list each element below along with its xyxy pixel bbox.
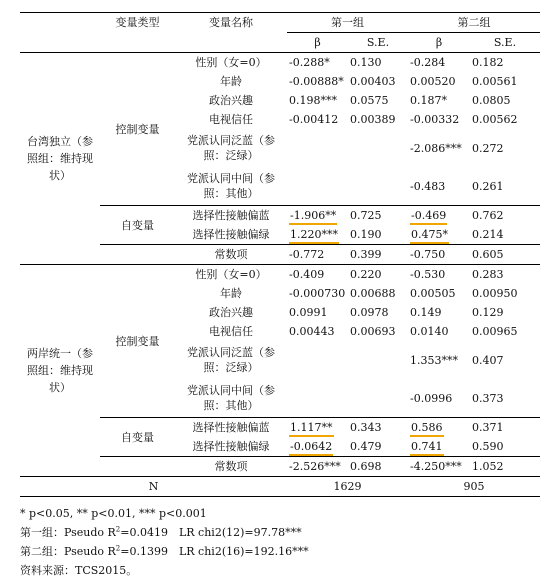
se-cell xyxy=(348,284,408,303)
cell-value: -2.086*** xyxy=(410,141,462,155)
cell-value: 0.590 xyxy=(472,440,504,453)
significance-note: * p<0.05, ** p<0.01, *** p<0.001 xyxy=(20,507,207,520)
independent-group-label: 自变量 xyxy=(100,418,175,457)
results-table xyxy=(20,12,540,497)
cell-value: 0.371 xyxy=(472,421,504,434)
table-notes xyxy=(20,504,309,580)
se-cell xyxy=(470,303,540,322)
cell-value: -0.469 xyxy=(410,209,447,225)
cell-value: 0.00693 xyxy=(350,325,396,338)
se-cell xyxy=(470,457,540,477)
beta-cell xyxy=(408,129,470,167)
cell-value: -0.284 xyxy=(410,56,446,69)
cell-value: 0.0805 xyxy=(472,94,511,107)
beta-cell xyxy=(287,379,348,418)
se-cell xyxy=(348,322,408,341)
cell-value: 0.190 xyxy=(350,228,382,241)
header-se-1: S.E. xyxy=(348,33,408,53)
header-beta-2: β xyxy=(408,33,470,53)
cell-value: 0.586 xyxy=(410,421,444,437)
beta-cell xyxy=(287,72,348,91)
cell-value: 0.198*** xyxy=(289,94,337,107)
beta-cell xyxy=(408,53,470,73)
variable-name: 政治兴趣 xyxy=(209,94,253,107)
se-cell xyxy=(470,418,540,438)
variable-name: 年龄 xyxy=(220,75,242,88)
se-cell xyxy=(348,341,408,379)
cell-value: 0.214 xyxy=(472,228,504,241)
beta-cell xyxy=(287,110,348,129)
cell-value: 0.283 xyxy=(472,268,504,281)
n-label: N xyxy=(20,477,287,497)
cell-value: 0.00403 xyxy=(350,75,396,88)
se-cell xyxy=(348,303,408,322)
cell-value: 0.129 xyxy=(472,306,504,319)
beta-cell xyxy=(408,91,470,110)
beta-cell xyxy=(287,129,348,167)
se-cell xyxy=(470,265,540,285)
variable-name: 电视信任 xyxy=(209,113,253,126)
cell-value: -4.250*** xyxy=(410,460,462,473)
n-group1: 1629 xyxy=(287,477,408,497)
header-variable-name: 变量名称 xyxy=(175,13,287,33)
beta-cell xyxy=(408,167,470,206)
cell-value: -0.000730 xyxy=(289,287,346,300)
cell-value: 0.182 xyxy=(472,56,504,69)
control-group-label: 控制变量 xyxy=(115,122,160,136)
beta-cell xyxy=(408,418,470,438)
se-cell xyxy=(470,284,540,303)
se-cell xyxy=(348,206,408,226)
beta-cell xyxy=(408,206,470,226)
se-cell xyxy=(348,225,408,245)
cell-value: 0.343 xyxy=(350,421,382,434)
empty-cell xyxy=(100,245,175,265)
cell-value: 0.725 xyxy=(350,209,382,222)
variable-name: 政治兴趣 xyxy=(209,306,253,319)
variable-name: 选择性接触偏绿 xyxy=(175,437,287,457)
beta-cell xyxy=(287,265,348,285)
cell-value: -0.00412 xyxy=(289,113,339,126)
beta-cell xyxy=(287,457,348,477)
independent-group-label: 自变量 xyxy=(100,206,175,245)
header-group1: 第一组 xyxy=(287,13,408,33)
beta-cell xyxy=(408,72,470,91)
cell-value: 0.272 xyxy=(472,141,504,155)
header-blank xyxy=(175,33,287,53)
cell-value: -0.0642 xyxy=(289,440,333,456)
cell-value: 0.00950 xyxy=(472,287,518,300)
cell-value: 0.261 xyxy=(472,179,504,193)
cell-value: 0.00389 xyxy=(350,113,396,126)
outcome-label: 台湾独立（参照组：维持现状） xyxy=(27,135,93,182)
outcome-label: 两岸统一（参照组：维持现状） xyxy=(20,265,100,477)
cell-value: 0.605 xyxy=(472,248,504,261)
cell-value: 0.00688 xyxy=(350,287,396,300)
se-cell xyxy=(470,379,540,418)
variable-name: 党派认同中间（参照：其他） xyxy=(187,384,275,412)
cell-value: 0.479 xyxy=(350,440,382,453)
se-cell xyxy=(470,91,540,110)
header-variable-type: 变量类型 xyxy=(100,13,175,33)
beta-cell xyxy=(408,437,470,457)
cell-value: 0.00505 xyxy=(410,287,456,300)
group1-fit-note: 第一组：Pseudo $R^2=0.0419$ LR chi2(12)=97.78*** xyxy=(20,525,302,539)
se-cell xyxy=(348,91,408,110)
se-cell xyxy=(470,341,540,379)
header-blank xyxy=(100,33,175,53)
header-blank xyxy=(20,13,100,33)
cell-value: 0.0991 xyxy=(289,306,328,319)
group2-fit-note: 第二组：Pseudo $R^2=0.1399$ LR chi2(16)=192.16*** xyxy=(20,544,309,558)
se-cell xyxy=(470,322,540,341)
beta-cell xyxy=(287,167,348,206)
beta-cell xyxy=(408,225,470,245)
variable-name: 性别（女=0） xyxy=(175,265,287,285)
cell-value: 0.00561 xyxy=(472,75,518,88)
beta-cell xyxy=(408,322,470,341)
variable-name: 常数项 xyxy=(214,248,248,261)
se-cell xyxy=(470,167,540,206)
se-cell xyxy=(470,206,540,226)
beta-cell xyxy=(287,53,348,73)
beta-cell xyxy=(287,437,348,457)
cell-value: 0.130 xyxy=(350,56,382,69)
cell-value: -0.00888* xyxy=(289,75,344,88)
beta-cell xyxy=(408,110,470,129)
se-cell xyxy=(470,245,540,265)
beta-cell xyxy=(408,457,470,477)
variable-name: 性别（女=0） xyxy=(195,56,267,69)
cell-value: 0.475* xyxy=(410,228,449,244)
empty-cell xyxy=(100,457,175,477)
se-cell xyxy=(348,418,408,438)
header-se-2: S.E. xyxy=(470,33,540,53)
beta-cell xyxy=(408,303,470,322)
se-cell xyxy=(348,437,408,457)
table-row xyxy=(20,265,540,285)
se-cell xyxy=(348,167,408,206)
variable-name: 选择性接触偏绿 xyxy=(175,225,287,245)
se-cell xyxy=(348,265,408,285)
beta-cell xyxy=(408,245,470,265)
cell-value: 0.149 xyxy=(410,306,442,319)
cell-value: 0.0140 xyxy=(410,325,449,338)
control-group-label: 控制变量 xyxy=(100,265,175,418)
variable-name: 党派认同泛蓝（参照：泛绿） xyxy=(187,134,275,162)
cell-value: -0.750 xyxy=(410,248,446,261)
se-cell xyxy=(348,245,408,265)
cell-value: 0.187* xyxy=(410,94,447,107)
cell-value: 0.00520 xyxy=(410,75,456,88)
table-row xyxy=(20,53,540,73)
header-group2: 第二组 xyxy=(408,13,540,33)
beta-cell xyxy=(287,245,348,265)
beta-cell xyxy=(408,284,470,303)
se-cell xyxy=(470,129,540,167)
cell-value: -0.409 xyxy=(289,268,325,281)
beta-cell xyxy=(287,303,348,322)
cell-value: -0.483 xyxy=(410,179,446,193)
se-cell xyxy=(348,110,408,129)
cell-value: 1.353*** xyxy=(410,353,458,367)
cell-value: 0.762 xyxy=(472,209,504,222)
se-cell xyxy=(470,53,540,73)
cell-value: 1.052 xyxy=(472,460,504,473)
cell-value: 0.698 xyxy=(350,460,382,473)
cell-value: 0.0575 xyxy=(350,94,389,107)
variable-name: 党派认同中间（参照：其他） xyxy=(187,172,275,200)
n-group2: 905 xyxy=(408,477,540,497)
cell-value: 0.741 xyxy=(410,440,444,456)
se-cell xyxy=(348,72,408,91)
cell-value: 0.373 xyxy=(472,391,504,405)
cell-value: -0.772 xyxy=(289,248,325,261)
variable-name: 电视信任 xyxy=(209,325,253,338)
header-beta-1: β xyxy=(287,33,348,53)
variable-name: 常数项 xyxy=(214,460,248,473)
cell-value: -0.00332 xyxy=(410,113,460,126)
cell-value: 0.00965 xyxy=(472,325,518,338)
se-cell xyxy=(470,110,540,129)
cell-value: 0.0978 xyxy=(350,306,389,319)
variable-name: 年龄 xyxy=(220,287,242,300)
regression-table xyxy=(20,12,540,497)
se-cell xyxy=(348,129,408,167)
beta-cell xyxy=(408,265,470,285)
se-cell xyxy=(470,437,540,457)
cell-value: 0.399 xyxy=(350,248,382,261)
beta-cell xyxy=(287,418,348,438)
variable-name: 党派认同泛蓝（参照：泛绿） xyxy=(187,346,275,374)
beta-cell xyxy=(287,91,348,110)
variable-name: 选择性接触偏蓝 xyxy=(175,206,287,226)
se-cell xyxy=(470,72,540,91)
cell-value: 0.407 xyxy=(472,353,504,367)
cell-value: -0.288* xyxy=(289,56,330,69)
se-cell xyxy=(470,225,540,245)
beta-cell xyxy=(287,206,348,226)
beta-cell xyxy=(287,284,348,303)
beta-cell xyxy=(408,379,470,418)
cell-value: -2.526*** xyxy=(289,460,341,473)
cell-value: -0.0996 xyxy=(410,391,453,405)
cell-value: 1.220*** xyxy=(289,228,339,244)
variable-name: 选择性接触偏蓝 xyxy=(175,418,287,438)
cell-value: 0.00562 xyxy=(472,113,518,126)
header-blank xyxy=(20,33,100,53)
cell-value: -0.530 xyxy=(410,268,446,281)
cell-value: 1.117** xyxy=(289,421,334,437)
beta-cell xyxy=(287,322,348,341)
beta-cell xyxy=(408,341,470,379)
cell-value: 0.00443 xyxy=(289,325,335,338)
beta-cell xyxy=(287,225,348,245)
se-cell xyxy=(348,379,408,418)
cell-value: 0.220 xyxy=(350,268,382,281)
se-cell xyxy=(348,457,408,477)
source-note: 资料来源：TCS2015。 xyxy=(20,564,138,577)
beta-cell xyxy=(287,341,348,379)
cell-value: -1.906** xyxy=(289,209,337,225)
se-cell xyxy=(348,53,408,73)
